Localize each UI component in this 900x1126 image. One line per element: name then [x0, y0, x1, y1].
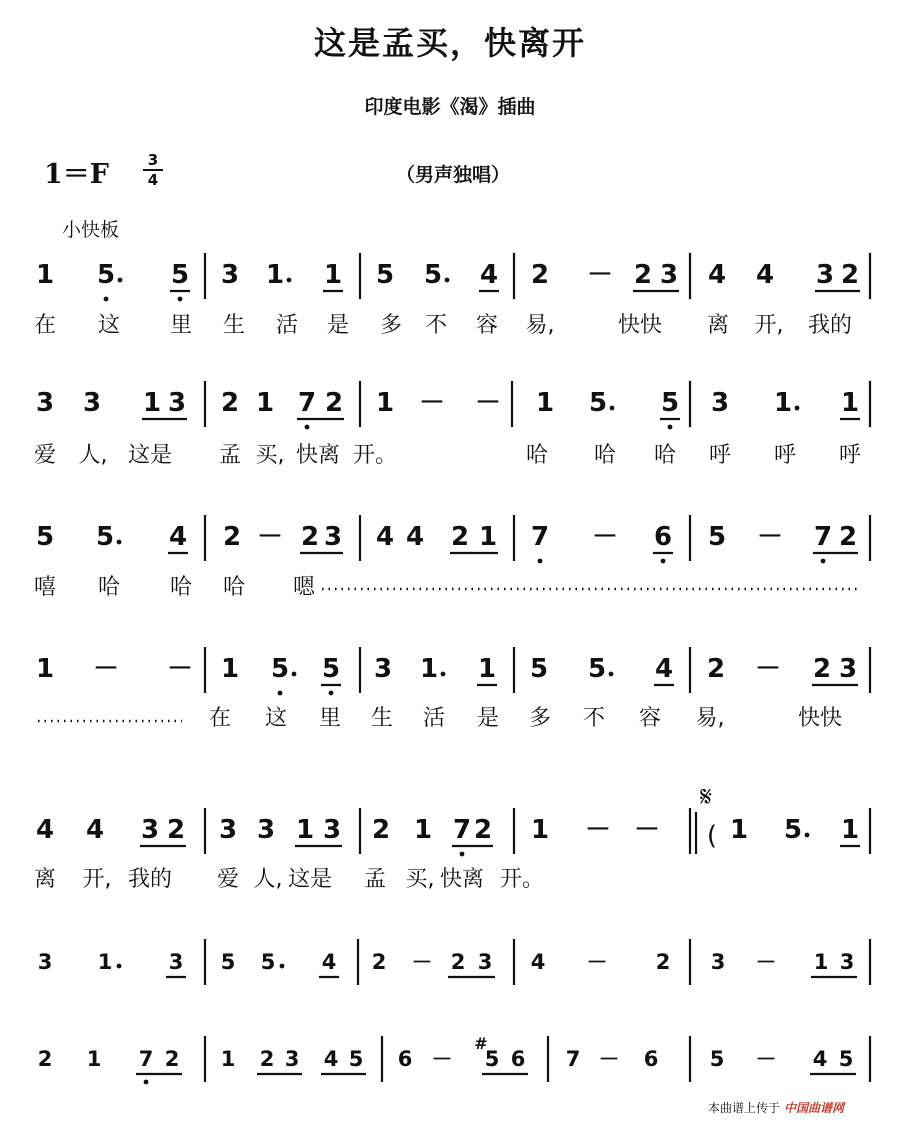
note: 1	[535, 388, 555, 418]
note: 5	[838, 1047, 854, 1071]
octave-dot	[668, 425, 673, 430]
lyric-syllable: 在	[208, 706, 232, 731]
lyric-syllable: 哈	[169, 575, 193, 600]
lyric-syllable: 里	[169, 313, 193, 338]
lyric-syllable: 快快	[797, 706, 843, 731]
note: 7	[565, 1047, 581, 1071]
lyric-syllable: 多	[528, 706, 552, 731]
footer-credit	[708, 1099, 844, 1116]
augmentation-dot	[118, 278, 123, 283]
lyric-syllable: 生	[222, 313, 246, 338]
note: 7	[452, 815, 472, 845]
augmentation-dot	[610, 406, 615, 411]
note: 2	[371, 950, 387, 974]
note: 1	[265, 260, 285, 290]
note: 3	[167, 388, 187, 418]
note: 2	[324, 388, 344, 418]
note: 2	[259, 1047, 275, 1071]
octave-dot	[104, 297, 109, 302]
lyric-syllable: 离	[33, 867, 57, 892]
lyric-syllable: 在	[33, 313, 57, 338]
note: 5	[709, 1047, 725, 1071]
note: 2	[633, 260, 653, 290]
note: 1	[35, 260, 55, 290]
note: 3	[815, 260, 835, 290]
augmentation-dot	[280, 964, 285, 969]
note: 1	[413, 815, 433, 845]
lyric-syllable: 嗯	[292, 575, 316, 600]
note: 1	[255, 388, 275, 418]
note: 3	[168, 950, 184, 974]
note: 3	[839, 950, 855, 974]
note: 7	[530, 522, 550, 552]
note: 4	[405, 522, 425, 552]
note: 1	[729, 815, 749, 845]
lyric-syllable: 容	[475, 313, 499, 338]
note: 1	[813, 950, 829, 974]
lyric-syllable: 易,	[525, 313, 555, 338]
augmentation-dot	[445, 278, 450, 283]
note: 3	[82, 388, 102, 418]
lyric-syllable: 这	[97, 313, 121, 338]
note: 1	[220, 1047, 236, 1071]
note: 1	[773, 388, 793, 418]
lyric-syllable: 快离	[295, 443, 341, 468]
note: 4	[479, 260, 499, 290]
note: 4	[375, 522, 395, 552]
lyric-syllable: 人,	[78, 443, 108, 468]
note: 5	[588, 388, 608, 418]
note: 5	[375, 260, 395, 290]
note: 5	[587, 654, 607, 684]
note: 3	[284, 1047, 300, 1071]
lyric-syllable: 里	[318, 706, 342, 731]
lyric-syllable: 呼	[773, 443, 797, 468]
note: 2	[706, 654, 726, 684]
octave-dot	[305, 425, 310, 430]
song-title: 这是孟买，快离开	[313, 24, 586, 62]
note: 5	[95, 522, 115, 552]
note: 4	[323, 1047, 339, 1071]
note: 5	[35, 522, 55, 552]
lyric-syllable: 快离	[439, 867, 485, 892]
lyric-syllable: 这	[264, 706, 288, 731]
lyric-syllable: 哈	[525, 443, 549, 468]
lyric-syllable: 嘻	[33, 575, 57, 600]
note: 5	[348, 1047, 364, 1071]
note: 1	[323, 260, 343, 290]
note: 5	[96, 260, 116, 290]
lyric-syllable: 离	[706, 313, 730, 338]
note: 4	[168, 522, 188, 552]
note: 5	[529, 654, 549, 684]
note: 7	[138, 1047, 154, 1071]
augmentation-dot	[609, 672, 614, 677]
note: 2	[300, 522, 320, 552]
lyric-syllable: 爱	[216, 867, 240, 892]
note: 2	[371, 815, 391, 845]
tempo-marking: 小快板	[62, 219, 120, 241]
lyric-syllable: 不	[582, 706, 606, 731]
note-dash: －	[166, 654, 194, 684]
performance-note: （男声独唱）	[396, 164, 511, 186]
note-dash: －	[474, 388, 502, 418]
lyric-syllable: 多	[379, 313, 403, 338]
note-dash: －	[598, 1047, 620, 1071]
lyric-syllable: 我的	[807, 313, 853, 338]
note: 2	[166, 815, 186, 845]
note: 5	[484, 1047, 500, 1071]
lyric-syllable: 开,	[82, 867, 112, 892]
octave-dot	[821, 559, 826, 564]
octave-dot	[460, 852, 465, 857]
note-dash: －	[411, 950, 433, 974]
lyric-syllable: 开,	[754, 313, 784, 338]
note: 3	[256, 815, 276, 845]
note: 1	[220, 654, 240, 684]
note: 7	[813, 522, 833, 552]
note: 1	[419, 654, 439, 684]
augmentation-dot	[805, 833, 810, 838]
note-dash: －	[756, 522, 784, 552]
note-dash: －	[591, 522, 619, 552]
note: 5	[170, 260, 190, 290]
segno-sign: 𝄋	[699, 780, 713, 813]
note: 5	[783, 815, 803, 845]
note-dash: －	[633, 815, 661, 845]
repeat-paren: (	[706, 821, 718, 851]
augmentation-dot	[795, 406, 800, 411]
note: 5	[260, 950, 276, 974]
note: 2	[838, 522, 858, 552]
note: 6	[510, 1047, 526, 1071]
note: 2	[655, 950, 671, 974]
octave-dot	[538, 559, 543, 564]
note: 4	[755, 260, 775, 290]
note: 4	[35, 815, 55, 845]
lyric-syllable: 爱	[33, 443, 57, 468]
lyric-syllable: 这是	[287, 867, 333, 892]
note-dash: －	[584, 815, 612, 845]
lyric-syllable: 活	[275, 313, 299, 338]
augmentation-dot	[117, 964, 122, 969]
note: 1	[840, 815, 860, 845]
note-dash: －	[755, 950, 777, 974]
note: 7	[297, 388, 317, 418]
octave-dot	[329, 691, 334, 696]
note: 3	[140, 815, 160, 845]
lyric-syllable: 容	[638, 706, 662, 731]
note: 3	[838, 654, 858, 684]
octave-dot	[178, 297, 183, 302]
note: 1	[530, 815, 550, 845]
key-signature: 1＝F	[44, 159, 109, 190]
lyric-syllable: 易,	[695, 706, 725, 731]
note: 3	[710, 388, 730, 418]
lyric-syllable: 开。	[352, 443, 398, 468]
note: 1	[35, 654, 55, 684]
note-dash: －	[755, 1047, 777, 1071]
note-dash: －	[431, 1047, 453, 1071]
lyric-syllable: 不	[424, 313, 448, 338]
note: 5	[423, 260, 443, 290]
lyric-syllable: 哈	[593, 443, 617, 468]
note: 3	[373, 654, 393, 684]
augmentation-dot	[441, 672, 446, 677]
lyric-syllable: 孟	[363, 867, 387, 892]
octave-dot	[661, 559, 666, 564]
song-subtitle: 印度电影《渴》插曲	[364, 96, 536, 118]
note-dash: －	[256, 522, 284, 552]
note: 3	[322, 815, 342, 845]
lyric-syllable: 生	[370, 706, 394, 731]
note: 4	[707, 260, 727, 290]
note-dash: －	[586, 260, 614, 290]
note: 3	[220, 260, 240, 290]
note: 2	[473, 815, 493, 845]
note: 1	[477, 654, 497, 684]
lyric-syllable: 哈	[653, 443, 677, 468]
note: 5	[707, 522, 727, 552]
note: 1	[840, 388, 860, 418]
footer-text: 本曲谱上传于	[708, 1101, 781, 1115]
note: 4	[530, 950, 546, 974]
note-dash: －	[92, 654, 120, 684]
note: 3	[218, 815, 238, 845]
note: 3	[37, 950, 53, 974]
note: 4	[321, 950, 337, 974]
note: 2	[164, 1047, 180, 1071]
site-logo: 中国曲谱网	[784, 1101, 845, 1115]
note: 2	[37, 1047, 53, 1071]
note: 4	[85, 815, 105, 845]
lyric-syllable: 这是	[127, 443, 173, 468]
note: 2	[840, 260, 860, 290]
note: 1	[97, 950, 113, 974]
octave-dot	[278, 691, 283, 696]
lyric-syllable: 哈	[222, 575, 246, 600]
sharp-sign: #	[474, 1034, 488, 1053]
lyric-syllable: 开。	[499, 867, 545, 892]
note: 6	[397, 1047, 413, 1071]
note: 2	[450, 522, 470, 552]
augmentation-dot	[117, 540, 122, 545]
lyric-syllable: 人,	[253, 867, 283, 892]
note: 2	[812, 654, 832, 684]
lyric-syllable: 呼	[838, 443, 862, 468]
note: 2	[220, 388, 240, 418]
lyric-syllable: 快快	[617, 313, 663, 338]
note: 4	[654, 654, 674, 684]
note: 1	[375, 388, 395, 418]
note: 1	[478, 522, 498, 552]
note: 3	[710, 950, 726, 974]
lyric-syllable: 哈	[97, 575, 121, 600]
time-signature-lower: 4	[147, 171, 159, 189]
note: 2	[222, 522, 242, 552]
note: 2	[530, 260, 550, 290]
note-dash: －	[586, 950, 608, 974]
note: 5	[220, 950, 236, 974]
note: 5	[660, 388, 680, 418]
note: 3	[323, 522, 343, 552]
lyric-syllable: 买,	[255, 443, 285, 468]
note-dash: －	[754, 654, 782, 684]
lyric-syllable: 活	[422, 706, 446, 731]
lyric-syllable: 呼	[708, 443, 732, 468]
note: 5	[321, 654, 341, 684]
time-signature-upper: 3	[147, 151, 159, 169]
lyric-syllable: 我的	[127, 867, 173, 892]
note: 2	[450, 950, 466, 974]
note: 1	[295, 815, 315, 845]
note: 1	[86, 1047, 102, 1071]
lyric-syllable: 孟	[218, 443, 242, 468]
note: 3	[477, 950, 493, 974]
note-dash: －	[418, 388, 446, 418]
octave-dot	[144, 1080, 149, 1085]
note: 1	[142, 388, 162, 418]
augmentation-dot	[287, 278, 292, 283]
note: 3	[35, 388, 55, 418]
note: 6	[653, 522, 673, 552]
note: 5	[270, 654, 290, 684]
note: 4	[812, 1047, 828, 1071]
lyric-syllable: 买,	[405, 867, 435, 892]
note: 6	[643, 1047, 659, 1071]
note: 3	[659, 260, 679, 290]
augmentation-dot	[292, 672, 297, 677]
lyric-syllable: 是	[476, 706, 500, 731]
lyric-syllable: 是	[326, 313, 350, 338]
